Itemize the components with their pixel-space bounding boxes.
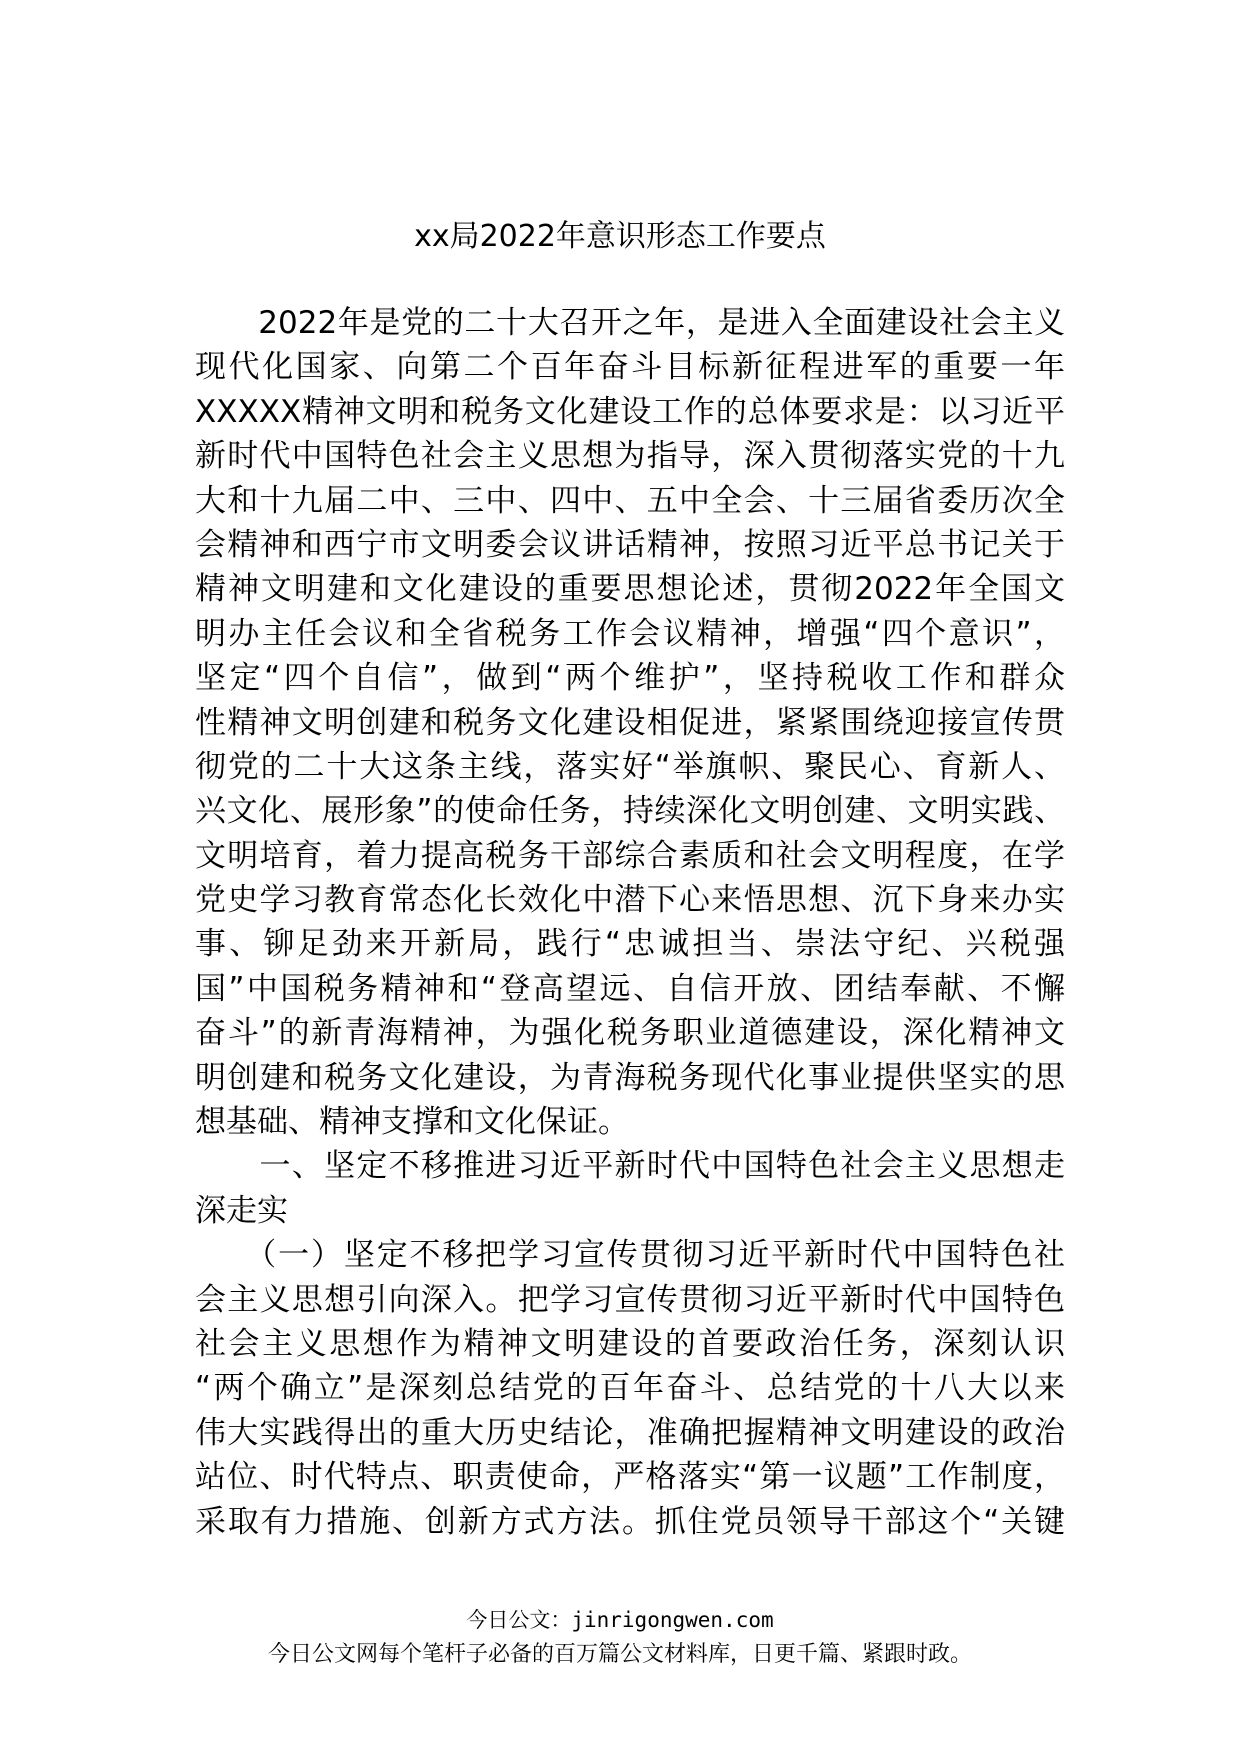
body-line: 彻党的二十大这条主线，落实好“举旗帜、聚民心、育新人、 bbox=[195, 748, 1065, 785]
document-body bbox=[195, 301, 1065, 1544]
footer-site-link[interactable]: jinrigongwen.com bbox=[571, 1608, 774, 1632]
body-line: 大和十九届二中、三中、四中、五中全会、十三届省委历次全 bbox=[195, 482, 1065, 519]
body-line: 坚定“四个自信”，做到“两个维护”，坚持税收工作和群众 bbox=[195, 660, 1065, 697]
body-line: 国”中国税务精神和“登高望远、自信开放、团结奉献、不懈 bbox=[195, 970, 1065, 1007]
section-heading-line: 一、坚定不移推进习近平新时代中国特色社会主义思想走 bbox=[195, 1148, 1065, 1185]
body-line: 性精神文明创建和税务文化建设相促进，紧紧围绕迎接宣传贯 bbox=[195, 704, 1065, 741]
body-line: 明创建和税务文化建设，为青海税务现代化事业提供坚实的思 bbox=[195, 1059, 1065, 1096]
body-line: 文明培育，着力提高税务干部综合素质和社会文明程度，在学 bbox=[195, 837, 1065, 874]
body-line: （一）坚定不移把学习宣传贯彻习近平新时代中国特色社 bbox=[195, 1237, 1065, 1274]
footer-slogan: 今日公文网每个笔杆子必备的百万篇公文材料库，日更千篇、紧跟时政。 bbox=[267, 1642, 972, 1667]
body-line: 采取有力措施、创新方式方法。抓住党员领导干部这个“关键 bbox=[195, 1503, 1065, 1540]
body-line: 站位、时代特点、职责使命，严格落实“第一议题”工作制度， bbox=[195, 1459, 1065, 1496]
body-line: 党史学习教育常态化长效化中潜下心来悟思想、沉下身来办实 bbox=[195, 882, 1065, 919]
body-line: “两个确立”是深刻总结党的百年奋斗、总结党的十八大以来 bbox=[195, 1370, 1065, 1407]
document-title: xx局2022年意识形态工作要点 bbox=[414, 219, 826, 254]
body-line: 想基础、精神支撑和文化保证。 bbox=[195, 1104, 629, 1141]
body-line: 现代化国家、向第二个百年奋斗目标新征程进军的重要一年 bbox=[195, 349, 1065, 386]
body-line: 兴文化、展形象”的使命任务，持续深化文明创建、文明实践、 bbox=[195, 793, 1065, 830]
body-line: 会主义思想引向深入。把学习宣传贯彻习近平新时代中国特色 bbox=[195, 1281, 1065, 1318]
body-line: XXXXX精神文明和税务文化建设工作的总体要求是：以习近平 bbox=[195, 393, 1065, 430]
section-heading-line: 深走实 bbox=[195, 1192, 288, 1229]
body-line: 奋斗”的新青海精神，为强化税务职业道德建设，深化精神文 bbox=[195, 1015, 1065, 1052]
body-line: 伟大实践得出的重大历史结论，准确把握精神文明建设的政治 bbox=[195, 1414, 1065, 1451]
page-footer bbox=[0, 1605, 1240, 1673]
footer-site-label: 今日公文： bbox=[466, 1608, 572, 1632]
body-line: 2022年是党的二十大召开之年，是进入全面建设社会主义 bbox=[195, 305, 1065, 341]
body-line: 新时代中国特色社会主义思想为指导，深入贯彻落实党的十九 bbox=[195, 438, 1065, 475]
body-line: 会精神和西宁市文明委会议讲话精神，按照习近平总书记关于 bbox=[195, 526, 1065, 563]
body-line: 明办主任会议和全省税务工作会议精神，增强“四个意识”， bbox=[195, 615, 1065, 652]
footer-site bbox=[0, 1605, 1240, 1635]
body-line: 事、铆足劲来开新局，践行“忠诚担当、崇法守纪、兴税强 bbox=[195, 926, 1065, 963]
body-line: 精神文明建和文化建设的重要思想论述，贯彻2022年全国文 bbox=[195, 571, 1065, 608]
body-line: 社会主义思想作为精神文明建设的首要政治任务，深刻认识 bbox=[195, 1325, 1065, 1362]
